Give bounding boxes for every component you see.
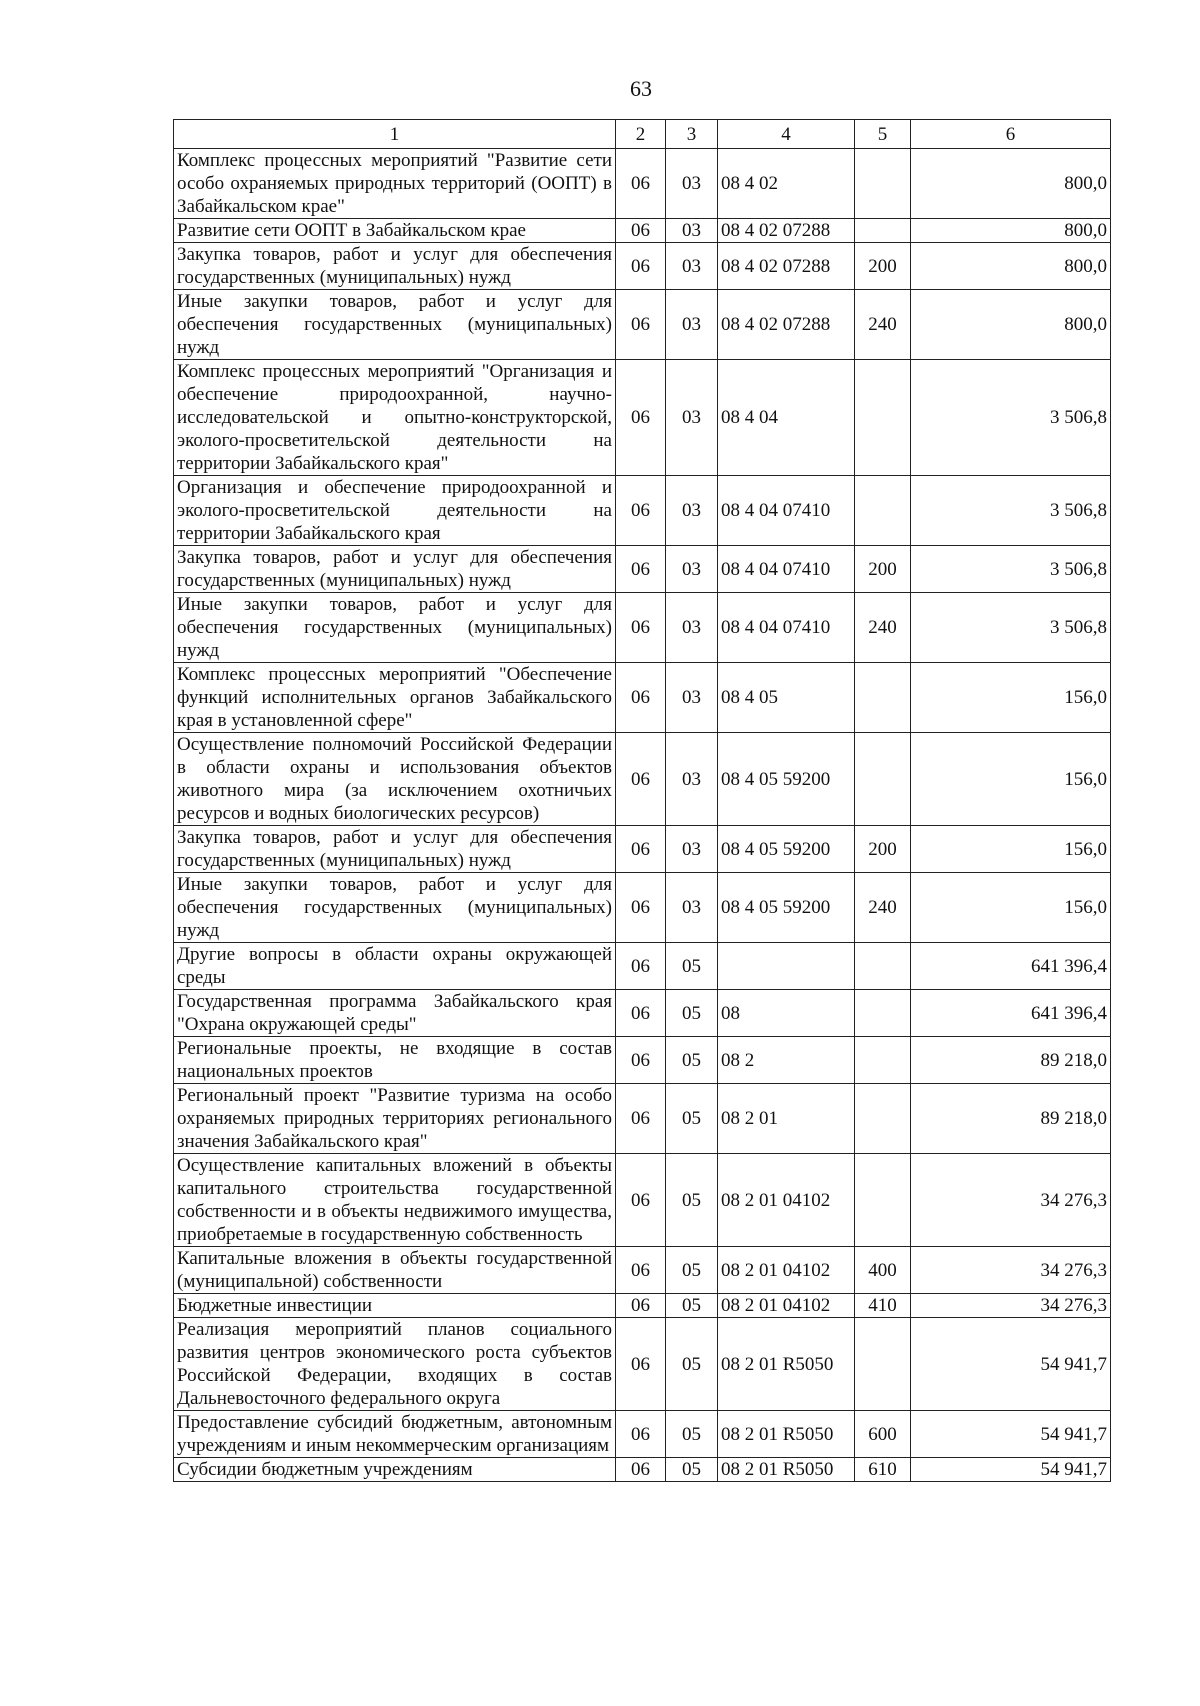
row-expense-type — [855, 1084, 911, 1154]
header-col-6: 6 — [911, 120, 1111, 149]
row-amount: 800,0 — [911, 243, 1111, 290]
row-section: 06 — [616, 290, 666, 360]
row-target-code: 08 4 02 07288 — [718, 290, 855, 360]
row-subsection: 05 — [666, 1411, 718, 1458]
row-name: Иные закупки товаров, работ и услуг для обеспечения государственных (муниципальных) нужд — [174, 593, 616, 663]
row-target-code: 08 2 — [718, 1037, 855, 1084]
row-name: Организация и обеспечение природоохранной и эколого-просветительской деятельности на территории Забайкальского края — [174, 476, 616, 546]
row-target-code: 08 2 01 R5050 — [718, 1458, 855, 1482]
row-section: 06 — [616, 360, 666, 476]
row-amount: 34 276,3 — [911, 1294, 1111, 1318]
table-row — [174, 1411, 1111, 1458]
row-section: 06 — [616, 1318, 666, 1411]
row-amount: 54 941,7 — [911, 1318, 1111, 1411]
row-name: Реализация мероприятий планов социального развития центров экономического роста субъектов Российской Федерации, входящих в состав Дальневосточного федерального округа — [174, 1318, 616, 1411]
table-row — [174, 663, 1111, 733]
budget-table — [173, 119, 1111, 1482]
row-subsection: 03 — [666, 149, 718, 219]
row-target-code: 08 2 01 R5050 — [718, 1411, 855, 1458]
row-target-code: 08 4 05 — [718, 663, 855, 733]
table-row — [174, 290, 1111, 360]
row-section: 06 — [616, 1154, 666, 1247]
row-expense-type: 410 — [855, 1294, 911, 1318]
table-row — [174, 1154, 1111, 1247]
row-section: 06 — [616, 826, 666, 873]
header-col-4: 4 — [718, 120, 855, 149]
row-subsection: 05 — [666, 990, 718, 1037]
row-amount: 156,0 — [911, 733, 1111, 826]
table-row — [174, 593, 1111, 663]
row-expense-type — [855, 943, 911, 990]
table-row — [174, 1294, 1111, 1318]
row-subsection: 05 — [666, 1318, 718, 1411]
row-expense-type: 240 — [855, 873, 911, 943]
row-name: Капитальные вложения в объекты государственной (муниципальной) собственности — [174, 1247, 616, 1294]
table-row — [174, 943, 1111, 990]
row-target-code — [718, 943, 855, 990]
row-section: 06 — [616, 1458, 666, 1482]
row-target-code: 08 2 01 — [718, 1084, 855, 1154]
row-section: 06 — [616, 733, 666, 826]
row-subsection: 05 — [666, 1294, 718, 1318]
row-target-code: 08 4 02 — [718, 149, 855, 219]
row-amount: 156,0 — [911, 663, 1111, 733]
table-row — [174, 476, 1111, 546]
row-name: Региональные проекты, не входящие в состав национальных проектов — [174, 1037, 616, 1084]
row-expense-type: 610 — [855, 1458, 911, 1482]
row-amount: 3 506,8 — [911, 360, 1111, 476]
table-row — [174, 990, 1111, 1037]
row-subsection: 05 — [666, 1458, 718, 1482]
row-subsection: 05 — [666, 1247, 718, 1294]
row-target-code: 08 4 05 59200 — [718, 733, 855, 826]
table-row — [174, 243, 1111, 290]
row-target-code: 08 4 04 — [718, 360, 855, 476]
row-section: 06 — [616, 990, 666, 1037]
row-subsection: 03 — [666, 663, 718, 733]
row-amount: 54 941,7 — [911, 1458, 1111, 1482]
row-amount: 3 506,8 — [911, 546, 1111, 593]
row-subsection: 03 — [666, 476, 718, 546]
row-expense-type — [855, 1037, 911, 1084]
row-name: Бюджетные инвестиции — [174, 1294, 616, 1318]
row-section: 06 — [616, 243, 666, 290]
row-amount: 54 941,7 — [911, 1411, 1111, 1458]
row-name: Закупка товаров, работ и услуг для обеспечения государственных (муниципальных) нужд — [174, 243, 616, 290]
row-section: 06 — [616, 1294, 666, 1318]
row-subsection: 03 — [666, 290, 718, 360]
row-expense-type: 200 — [855, 826, 911, 873]
row-subsection: 03 — [666, 219, 718, 243]
row-expense-type — [855, 476, 911, 546]
row-section: 06 — [616, 546, 666, 593]
row-section: 06 — [616, 1084, 666, 1154]
row-expense-type — [855, 360, 911, 476]
row-name: Иные закупки товаров, работ и услуг для обеспечения государственных (муниципальных) нужд — [174, 290, 616, 360]
table-row — [174, 733, 1111, 826]
row-expense-type: 240 — [855, 593, 911, 663]
row-expense-type: 240 — [855, 290, 911, 360]
row-expense-type — [855, 990, 911, 1037]
row-section: 06 — [616, 1247, 666, 1294]
row-section: 06 — [616, 1411, 666, 1458]
row-amount: 800,0 — [911, 219, 1111, 243]
row-subsection: 05 — [666, 1154, 718, 1247]
row-section: 06 — [616, 476, 666, 546]
row-section: 06 — [616, 219, 666, 243]
row-name: Осуществление полномочий Российской Федерации в области охраны и использования объектов животного мира (за исключением охотничьих ресурсов и водных биологических ресурсов) — [174, 733, 616, 826]
header-row — [174, 120, 1111, 149]
row-subsection: 05 — [666, 1084, 718, 1154]
row-expense-type — [855, 219, 911, 243]
row-amount: 800,0 — [911, 149, 1111, 219]
page-number: 63 — [630, 76, 652, 101]
row-target-code: 08 2 01 R5050 — [718, 1318, 855, 1411]
table-row — [174, 546, 1111, 593]
row-target-code: 08 4 04 07410 — [718, 546, 855, 593]
row-name: Другие вопросы в области охраны окружающей среды — [174, 943, 616, 990]
row-expense-type — [855, 149, 911, 219]
row-subsection: 03 — [666, 733, 718, 826]
row-section: 06 — [616, 1037, 666, 1084]
row-expense-type: 600 — [855, 1411, 911, 1458]
header-col-5: 5 — [855, 120, 911, 149]
table-body — [174, 149, 1111, 1482]
row-amount: 3 506,8 — [911, 476, 1111, 546]
row-subsection: 03 — [666, 873, 718, 943]
header-col-2: 2 — [616, 120, 666, 149]
row-amount: 34 276,3 — [911, 1247, 1111, 1294]
table-row — [174, 1037, 1111, 1084]
row-amount: 641 396,4 — [911, 943, 1111, 990]
row-section: 06 — [616, 943, 666, 990]
row-amount: 156,0 — [911, 873, 1111, 943]
row-target-code: 08 4 05 59200 — [718, 873, 855, 943]
table-row — [174, 1458, 1111, 1482]
row-name: Комплекс процессных мероприятий "Развитие сети особо охраняемых природных территорий (ООПТ) в Забайкальском крае" — [174, 149, 616, 219]
row-section: 06 — [616, 149, 666, 219]
table-row — [174, 360, 1111, 476]
row-expense-type — [855, 1154, 911, 1247]
row-name: Иные закупки товаров, работ и услуг для обеспечения государственных (муниципальных) нужд — [174, 873, 616, 943]
table-row — [174, 873, 1111, 943]
row-amount: 3 506,8 — [911, 593, 1111, 663]
row-target-code: 08 4 02 07288 — [718, 243, 855, 290]
row-target-code: 08 2 01 04102 — [718, 1294, 855, 1318]
row-subsection: 03 — [666, 546, 718, 593]
row-expense-type — [855, 663, 911, 733]
row-amount: 800,0 — [911, 290, 1111, 360]
row-target-code: 08 2 01 04102 — [718, 1247, 855, 1294]
row-expense-type: 200 — [855, 243, 911, 290]
row-name: Закупка товаров, работ и услуг для обеспечения государственных (муниципальных) нужд — [174, 826, 616, 873]
row-subsection: 03 — [666, 360, 718, 476]
row-subsection: 03 — [666, 593, 718, 663]
row-name: Развитие сети ООПТ в Забайкальском крае — [174, 219, 616, 243]
row-name: Комплекс процессных мероприятий "Обеспечение функций исполнительных органов Забайкальского края в установленной сфере" — [174, 663, 616, 733]
row-target-code: 08 4 02 07288 — [718, 219, 855, 243]
row-section: 06 — [616, 873, 666, 943]
row-amount: 89 218,0 — [911, 1037, 1111, 1084]
table-row — [174, 1084, 1111, 1154]
table-row — [174, 1247, 1111, 1294]
table-row — [174, 149, 1111, 219]
row-target-code: 08 4 04 07410 — [718, 593, 855, 663]
header-col-3: 3 — [666, 120, 718, 149]
row-name: Закупка товаров, работ и услуг для обеспечения государственных (муниципальных) нужд — [174, 546, 616, 593]
row-name: Региональный проект "Развитие туризма на особо охраняемых природных территориях регионального значения Забайкальского края" — [174, 1084, 616, 1154]
row-subsection: 05 — [666, 943, 718, 990]
row-target-code: 08 — [718, 990, 855, 1037]
row-name: Государственная программа Забайкальского края "Охрана окружающей среды" — [174, 990, 616, 1037]
table-row — [174, 1318, 1111, 1411]
row-amount: 156,0 — [911, 826, 1111, 873]
row-section: 06 — [616, 593, 666, 663]
row-name: Субсидии бюджетным учреждениям — [174, 1458, 616, 1482]
row-subsection: 05 — [666, 1037, 718, 1084]
row-target-code: 08 2 01 04102 — [718, 1154, 855, 1247]
header-col-1: 1 — [174, 120, 616, 149]
row-expense-type — [855, 733, 911, 826]
table-row — [174, 219, 1111, 243]
row-expense-type: 200 — [855, 546, 911, 593]
row-target-code: 08 4 05 59200 — [718, 826, 855, 873]
row-subsection: 03 — [666, 826, 718, 873]
row-target-code: 08 4 04 07410 — [718, 476, 855, 546]
row-name: Предоставление субсидий бюджетным, автономным учреждениям и иным некоммерческим организациям — [174, 1411, 616, 1458]
row-name: Осуществление капитальных вложений в объекты капитального строительства государственной собственности и в объекты недвижимого имущества, приобретаемые в государственную собственность — [174, 1154, 616, 1247]
row-subsection: 03 — [666, 243, 718, 290]
row-amount: 641 396,4 — [911, 990, 1111, 1037]
table-row — [174, 826, 1111, 873]
row-amount: 34 276,3 — [911, 1154, 1111, 1247]
row-name: Комплекс процессных мероприятий "Организация и обеспечение природоохранной, научно-исследовательской и опытно-конструкторской, эколого-просветительской деятельности на территории Забайкальского края" — [174, 360, 616, 476]
row-expense-type: 400 — [855, 1247, 911, 1294]
row-section: 06 — [616, 663, 666, 733]
row-amount: 89 218,0 — [911, 1084, 1111, 1154]
row-expense-type — [855, 1318, 911, 1411]
